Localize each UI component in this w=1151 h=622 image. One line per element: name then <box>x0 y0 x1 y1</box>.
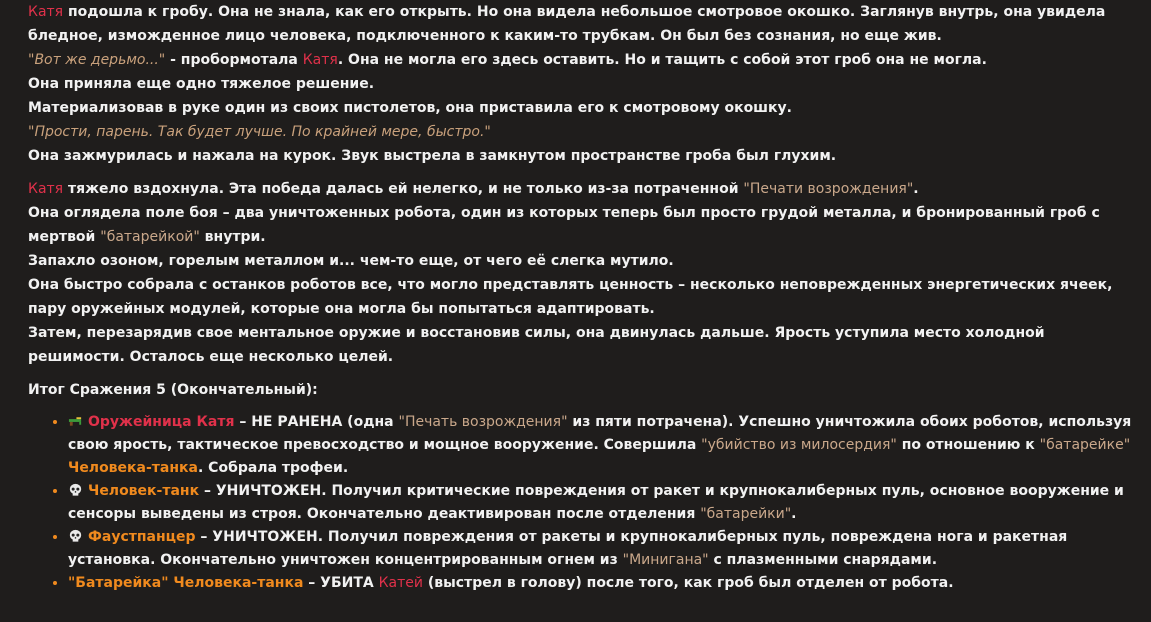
character-name: Человек-танк <box>88 483 200 499</box>
text: – УНИЧТОЖЕН. Получил критические повреждения от ракет и крупнокалиберных пуль, основное вооружение и сенсоры выведены из строя. Окончательно деактивирован после отделения <box>68 483 1124 522</box>
item-name: "убийство из милосердия" <box>701 437 897 453</box>
character-name: "Батарейка" <box>68 575 169 591</box>
text: тяжело вздохнула. Эта победа далась ей нелегко, и не только из-за потраченной <box>63 181 744 197</box>
item-name: "батарейки" <box>700 506 792 522</box>
character-name: Человека-танка <box>173 575 304 591</box>
text: . <box>791 506 797 522</box>
text: (выстрел в голову) после того, как гроб был отделен от робота. <box>423 575 954 591</box>
paragraph: Затем, перезарядив свое ментальное оружие и восстановив силы, она двинулась дальше. Ярость уступила место холодной решимости. Осталось еще несколько целей. <box>28 325 1045 365</box>
character-name: Катя <box>28 181 64 197</box>
summary-list <box>28 411 1140 595</box>
rifle-icon <box>68 414 83 428</box>
paragraph <box>28 177 1140 201</box>
text: . Собрала трофеи. <box>197 460 349 476</box>
skull-icon <box>68 483 83 497</box>
paragraph <box>28 0 1140 48</box>
text: . <box>913 181 919 197</box>
paragraph <box>28 201 1140 249</box>
item-name: "батарейке" <box>1039 437 1131 453</box>
character-name: Оружейница Катя <box>88 414 235 430</box>
summary-title: Итог Сражения 5 (Окончательный): <box>28 382 318 398</box>
text: . Она не могла его здесь оставить. Но и тащить с собой этот гроб она не могла. <box>337 52 987 68</box>
list-item <box>68 572 1140 595</box>
item-name: "Минигана" <box>622 552 709 568</box>
dialogue: "Прости, парень. Так будет лучше. По крайней мере, быстро." <box>28 124 491 140</box>
text: подошла к гробу. Она не знала, как его открыть. Но она видела небольшое смотровое окошко. Заглянув внутрь, она увидела бледное, изможденное лицо человека, подключенного к каким-то трубкам. Он был без сознания, но еще жив. <box>28 4 1106 44</box>
skull-icon <box>68 529 83 543</box>
character-name: Катей <box>378 575 423 591</box>
dialogue: "Вот же дерьмо..." <box>28 52 166 68</box>
text: внутри. <box>199 229 266 245</box>
character-name: Человека-танка <box>68 460 198 476</box>
character-name: Катя <box>28 4 64 20</box>
text: - пробормотала <box>165 52 303 68</box>
story-text <box>28 0 1140 595</box>
item-name: "батарейкой" <box>100 229 200 245</box>
list-item <box>68 411 1140 480</box>
paragraph: Она зажмурилась и нажала на курок. Звук выстрела в замкнутом пространстве гроба был глухим. <box>28 148 837 164</box>
list-item <box>68 526 1140 572</box>
text: – НЕ РАНЕНА (одна <box>234 414 399 430</box>
paragraph: Материализовав в руке один из своих пистолетов, она приставила его к смотровому окошку. <box>28 100 792 116</box>
list-item <box>68 480 1140 526</box>
text: с плазменными снарядами. <box>708 552 938 568</box>
text: – УБИТА <box>303 575 379 591</box>
character-name: Фаустпанцер <box>88 529 196 545</box>
character-name: Катя <box>302 52 338 68</box>
text: Она оглядела поле боя – два уничтоженных робота, один из которых теперь был просто грудой металла, и бронированный гроб с мертвой <box>28 205 1100 245</box>
item-name: "Печати возрождения" <box>743 181 914 197</box>
paragraph <box>28 48 1140 72</box>
text: по отношению к <box>896 437 1040 453</box>
paragraph: Она приняла еще одно тяжелое решение. <box>28 76 375 92</box>
text: – УНИЧТОЖЕН. Получил повреждения от ракеты и крупнокалиберных пуль, повреждена нога и ракетная установка. Окончательно уничтожен концентрированным огнем из <box>68 529 1068 568</box>
paragraph: Она быстро собрала с останков роботов все, что могло представлять ценность – несколько неповрежденных энергетических ячеек, пару оружейных модулей, которые она могла бы попытаться адаптировать. <box>28 277 1113 317</box>
item-name: "Печать возрождения" <box>398 414 568 430</box>
text: из пяти потрачена). Успешно уничтожила обоих роботов, используя свою ярость, тактическое превосходство и мощное вооружение. Совершила <box>68 414 1132 453</box>
paragraph: Запахло озоном, горелым металлом и... чем-то еще, от чего её слегка мутило. <box>28 253 674 269</box>
